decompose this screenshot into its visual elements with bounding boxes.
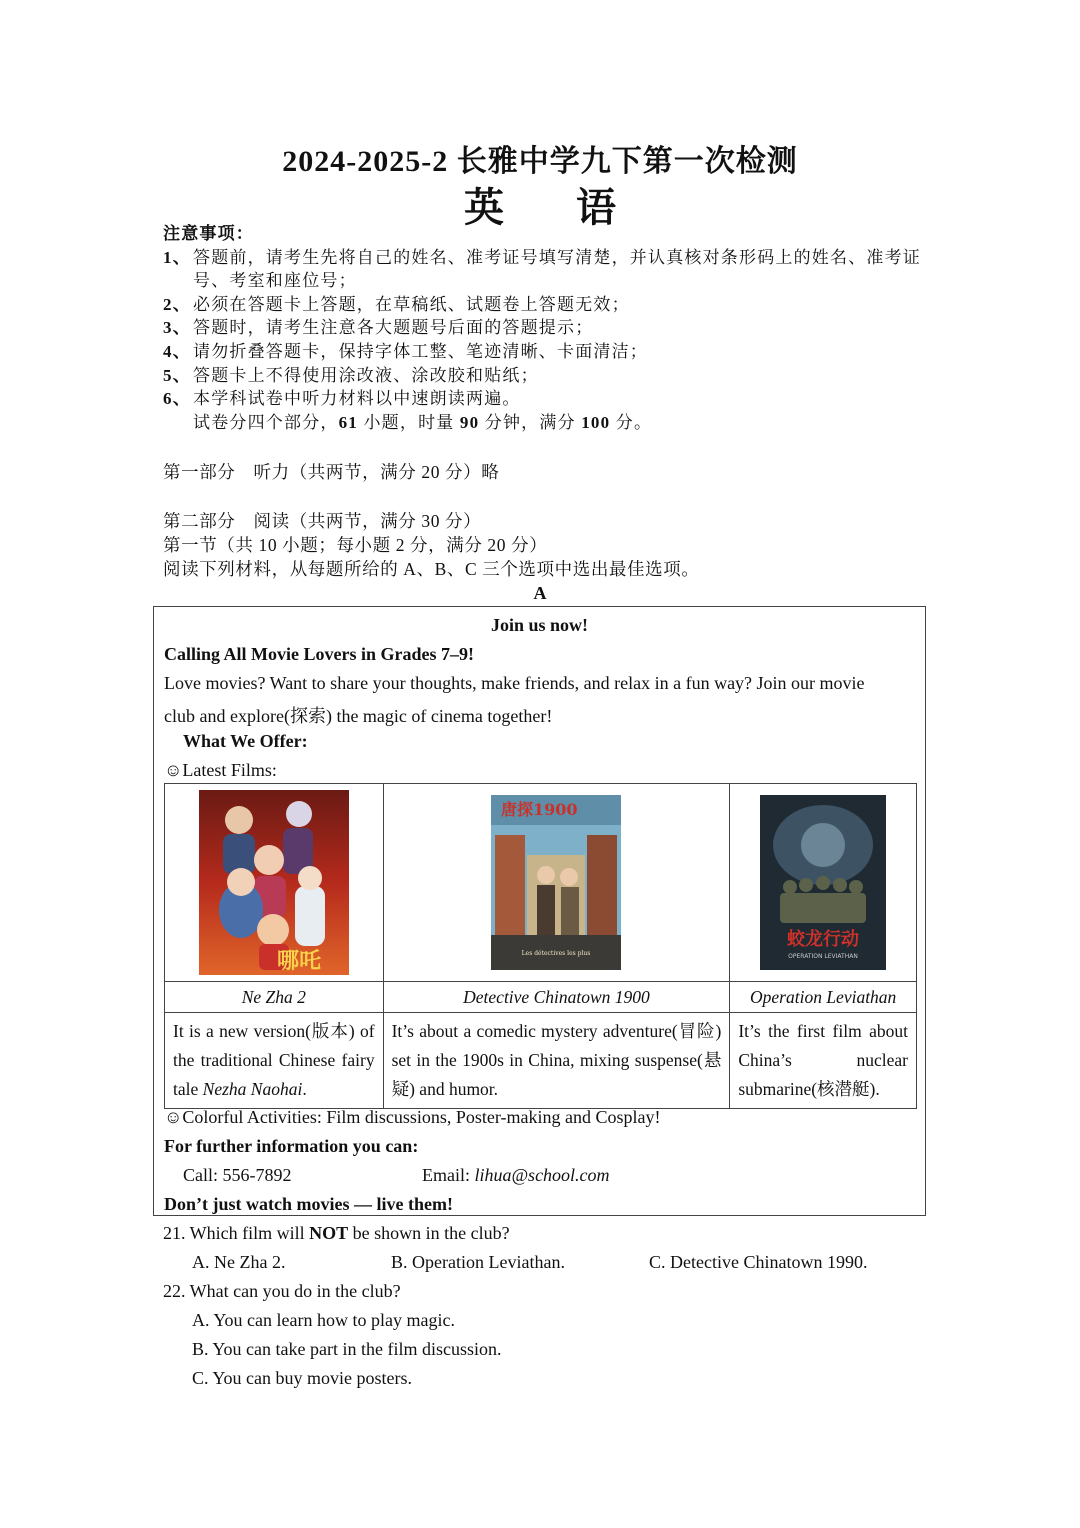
film-description: It’s about a comedic mystery adventure(冒险) set in the 1900s in China, mixing suspense(悬疑) and humor.	[383, 1013, 730, 1109]
question-option: A. You can learn how to play magic.	[192, 1310, 455, 1330]
exam-summary: 试卷分四个部分，61 小题，时量 90 分钟，满分 100 分。	[193, 412, 653, 432]
latest-films-label: ☺Latest Films:	[164, 760, 277, 780]
phone-number: Call: 556-7892	[183, 1165, 292, 1185]
question-stem: 22. What can you do in the club?	[163, 1281, 401, 1301]
part2-heading: 第二部分 阅读（共两节，满分 30 分）	[163, 511, 482, 531]
note-item: 3、 答题时，请考生注意各大题题号后面的答题提示；	[163, 318, 594, 338]
note-item: 6、 本学科试卷中听力材料以中速朗读两遍。	[163, 389, 521, 409]
section1-heading: 第一节（共 10 小题；每小题 2 分，满分 20 分）	[163, 535, 548, 555]
slogan: Don’t just watch movies — live them!	[164, 1194, 453, 1214]
svg-text:Les détectives les plus: Les détectives les plus	[522, 950, 591, 957]
intro-line: club and explore(探索) the magic of cinema together!	[164, 706, 553, 726]
exam-notes	[163, 222, 933, 434]
svg-text:蛟龙行动: 蛟龙行动	[787, 929, 860, 950]
svg-text:OPERATION LEVIATHAN: OPERATION LEVIATHAN	[788, 953, 858, 960]
film-name: Operation Leviathan	[730, 982, 917, 1013]
part1-heading: 第一部分 听力（共两节，满分 20 分）略	[163, 462, 500, 482]
note-item: 2、 必须在答题卡上答题，在草稿纸、试题卷上答题无效；	[163, 294, 630, 314]
notes-heading: 注意事项：	[163, 224, 254, 243]
question-option: B. You can take part in the film discussion.	[192, 1339, 502, 1359]
film-description: It is a new version(版本) of the traditional Chinese fairy tale Nezha Naohai.	[165, 1013, 384, 1109]
ne-zha-2-poster	[199, 790, 349, 975]
email-line: Email: lihua@school.com	[422, 1165, 610, 1185]
note-item: 5、 答题卡上不得使用涂改液、涂改胶和贴纸；	[163, 365, 539, 385]
note-item: 4、 请勿折叠答题卡，保持字体工整、笔迹清晰、卡面清洁；	[163, 341, 648, 361]
question-option: B. Operation Leviathan.	[391, 1252, 565, 1272]
exam-title: 2024-2025-2 长雅中学九下第一次检测	[282, 145, 798, 178]
operation-leviathan-poster	[760, 795, 886, 970]
offer-heading: What We Offer:	[183, 731, 308, 751]
svg-text:哪吒: 哪吒	[276, 948, 321, 974]
reading-instruction: 阅读下列材料，从每题所给的 A、B、C 三个选项中选出最佳选项。	[163, 559, 700, 579]
films-table	[164, 783, 917, 1109]
detective-chinatown-1900-poster	[491, 795, 621, 970]
poster-cell	[383, 784, 730, 982]
film-description: It’s the first film about China’s nuclear submarine(核潜艇).	[730, 1013, 917, 1109]
note-item: 1、 答题前，请考生先将自己的姓名、准考证号填写清楚，并认真核对条形码上的姓名、准考证号、考室和座位号；	[163, 247, 921, 291]
question-option: C. You can buy movie posters.	[192, 1368, 412, 1388]
passage-label: A	[533, 583, 547, 603]
calling-heading: Calling All Movie Lovers in Grades 7–9!	[164, 644, 474, 664]
movie-club-ad	[153, 606, 926, 1216]
intro-line: Love movies? Want to share your thoughts, make friends, and relax in a fun way? Join our movie	[164, 673, 865, 693]
svg-text:唐探1900: 唐探1900	[501, 800, 578, 819]
further-info-heading: For further information you can:	[164, 1136, 419, 1156]
film-name: Ne Zha 2	[165, 982, 384, 1013]
activities-line: ☺Colorful Activities: Film discussions, Poster-making and Cosplay!	[164, 1107, 661, 1127]
join-heading: Join us now!	[490, 615, 589, 635]
question-option: C. Detective Chinatown 1990.	[649, 1252, 868, 1272]
poster-cell	[730, 784, 917, 982]
question-stem: 21. Which film will NOT be shown in the club?	[163, 1223, 510, 1243]
exam-subject: 英语	[464, 185, 688, 230]
poster-cell	[165, 784, 384, 982]
email-address[interactable]: lihua@school.com	[474, 1165, 610, 1185]
question-option: A. Ne Zha 2.	[192, 1252, 286, 1272]
film-name: Detective Chinatown 1900	[383, 982, 730, 1013]
